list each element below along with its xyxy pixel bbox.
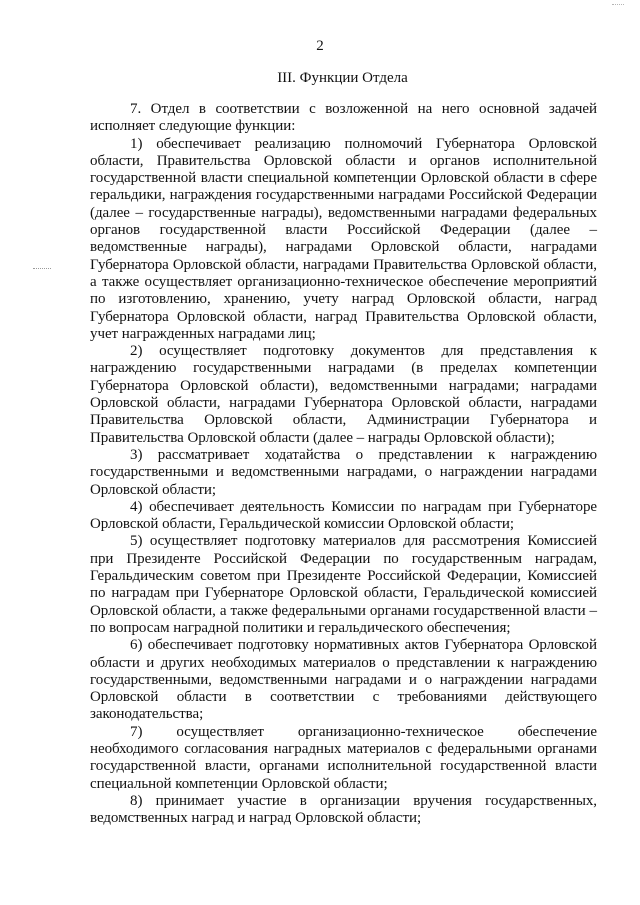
paragraph-function-5: 5) осуществляет подготовку материалов для рассмотрения Комиссией при Президенте Российской Федерации по государственным наградам, Геральдическим советом при Президенте Российской Федерации, Комиссией по наградам при Губернаторе Орловской области, Геральдической комиссией Орловской области, а также федеральными органами государственной власти – по вопросам наградной политики и геральдического обеспечения; (90, 533, 597, 636)
scan-artifact (612, 4, 624, 9)
paragraph-function-3: 3) рассматривает ходатайства о представлении к награждению государственными и ведомственными наградами, о награждении наградами Орловской области; (90, 446, 597, 498)
paragraph-function-6: 6) обеспечивает подготовку нормативных актов Губернатора Орловской области и других необходимых материалов о представлении к награждению государственными, ведомственными наградами и о награждении наградами Орловской области в соответствии с требованиями действующего законодательства; (90, 637, 597, 723)
paragraph-function-2: 2) осуществляет подготовку документов для представления к награждению государственными наградами (в пределах компетенции Губернатора Орловской области), ведомственными наградами; наградами Орловской области, наградами Губернатора Орловской области, наградами Правительства Орловской области, Администрации Губернатора и Правительства Орловской области (далее – награды Орловской области); (90, 343, 597, 446)
paragraph-function-8: 8) принимает участие в организации вручения государственных, ведомственных наград и наград Орловской области; (90, 792, 597, 827)
section-title: III. Функции Отдела (277, 70, 408, 86)
paragraph-function-4: 4) обеспечивает деятельность Комиссии по наградам при Губернаторе Орловской области, Геральдической комиссии Орловской области; (90, 498, 597, 533)
document-body (90, 101, 597, 827)
paragraph-function-7: 7) осуществляет организационно-техническое обеспечение необходимого согласования наградных материалов с федеральными органами государственной власти, органами исполнительной государственной власти специальной компетенции Орловской области; (90, 723, 597, 792)
paragraph-intro: 7. Отдел в соответствии с возложенной на него основной задачей исполняет следующие функции: (90, 101, 597, 135)
paragraph-function-1: 1) обеспечивает реализацию полномочий Губернатора Орловской области, Правительства Орловской области и органов исполнительной государственной власти специальной компетенции Орловской области в сфере геральдики, награждения государственными наградами Российской Федерации (далее – государственные награды), ведомственными наградами федеральных органов государственной власти Российской Федерации (далее – ведомственные награды), наградами Орловской области, наградами Губернатора Орловской области, наградами Правительства Орловской области, а также осуществляет организационно-техническое обеспечение мероприятий по изготовлению, хранению, учету наград Орловской области, наград Губернатора Орловской области, наград Правительства Орловской области, учет награжденных наградами лиц; (90, 135, 597, 342)
scan-artifact (33, 268, 51, 270)
page-number: 2 (316, 38, 324, 54)
